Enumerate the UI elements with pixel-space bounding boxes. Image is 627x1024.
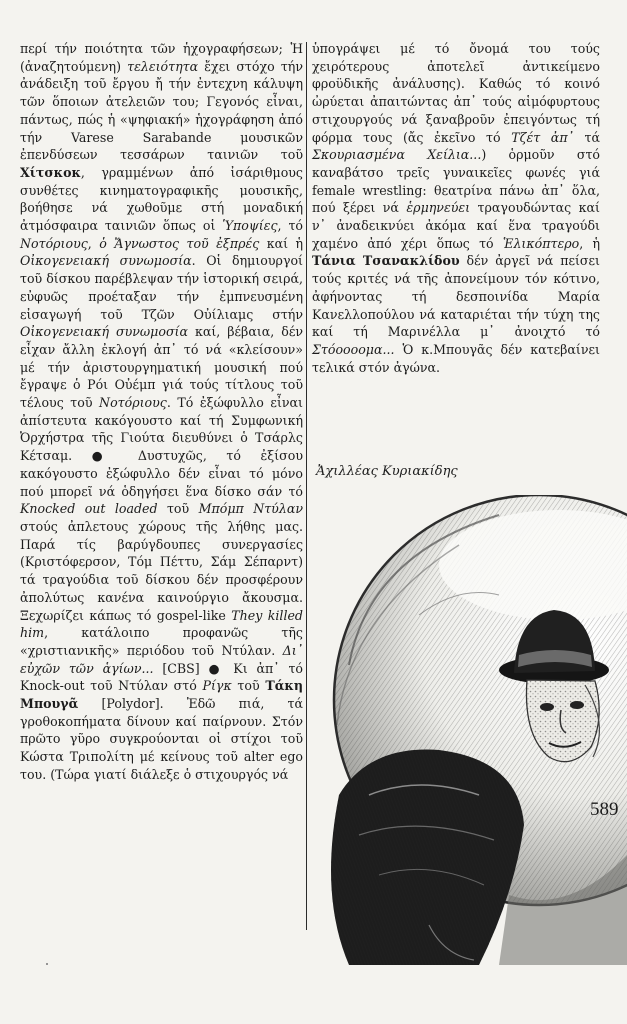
left-column-segment: [Polydor]. Ἐδῶ πιά, τά γροθοκοπήματα δίνουν καί παίρνουν. Στόν πρῶτο γῦρο συγκρούονται οἱ στίχοι τοῦ Κώστα Τριπολίτη μέ κείνους τοῦ alter ego του. (Τώρα γιατί διάλεξε ὁ στιχουργός νά [20, 696, 303, 782]
left-column-segment: . Οἱ δημιουργοί τοῦ δίσκου παρέβλεψαν τήν ἱστορική σειρά, εὐφυῶς προέταξαν τήν ἐμπνευσμένη εἰσαγωγή τοῦ Τζῶν Οὐίλιαμς στήν [20, 253, 303, 322]
left-column-segment: τελειότητα [127, 58, 199, 74]
author-signature: Ἀχιλλέας Κυριακίδης [316, 464, 458, 479]
right-column [312, 40, 600, 376]
left-column-segment: , γραμμένων ἀπό ἰσάριθμους συνθέτες κινηματογραφικῆς μουσικῆς, βοήθησε νά χωθοῦμε στή μοναδική ἀτμόσφαιρα ταινιῶν ὅπως οἱ [20, 164, 303, 234]
left-column-segment: στούς ἀπλετους χώρους τῆς λήθης μας. Παρά τίς βαρύγδουπες συνεργασίες (Κριστόφερσον, Τόμ Πέττυ, Σάμ Σέπαρντ) τά τραγούδια τοῦ δίσκου δέν προσφέρουν ἀπολύτως κανένα καινούργιο ἄκουσμα. Ξεχωρίζει κάπως τό gospel-like [20, 518, 303, 623]
left-column-segment: Οἰκογενειακή συνωμοσία [20, 253, 192, 269]
left-column-segment: τοῦ [231, 678, 266, 694]
left-column-segment: , [87, 235, 100, 251]
left-column-segment: τοῦ [157, 501, 199, 517]
right-column-segment: δέν ἀργεῖ νά πείσει τούς κριτές νά τῆς ἀπονείμουν τόν κότινο, ἀφήνοντας τή δεσποινίδα Μαρία Κανελλοπούλου νά καταριέται τήν τύχη της καί τή Μαρινέλλα μ᾿ ἀνοιχτό τό [312, 253, 600, 340]
engraving-illustration [309, 495, 627, 965]
right-column-segment: Ἑλικόπτερο [502, 235, 580, 251]
right-column-segment: τά [573, 129, 600, 145]
left-column-segment: Knocked out loaded [20, 501, 158, 517]
page-number: 589 [590, 799, 619, 820]
left-column-segment: Νοτόριους [99, 395, 167, 411]
right-column-segment: ) ὁρμοῦν στό καναβάτσο τρεῖς γυναικεῖες φωνές γιά female wrestling: θεατρίνα πάνω ἀπ᾿ ὅλα, πού ξέρει νά [312, 147, 600, 216]
left-column-segment: Χίτσκοκ [20, 164, 81, 180]
left-column-segment: They killed him [20, 607, 303, 641]
foreground-arm [331, 750, 524, 965]
right-column-segment: , ἡ [579, 235, 600, 251]
left-column-segment: Τάκη Μπουγᾶ [20, 678, 303, 712]
paper-speck [46, 963, 48, 965]
right-column-segment: Στόοοοομα... [312, 341, 395, 357]
right-column-segment: Ὁ κ.Μπουγᾶς δέν κατεβαίνει τελικά στόν ἀγώνα. [312, 341, 600, 375]
left-column-segment: Ρίγκ [202, 678, 232, 694]
left-column-segment: Νοτόριους [20, 235, 88, 251]
left-column-segment: περί τήν ποιότητα τῶν ἡχογραφήσεων; Ἡ (ἀναζητούμενη) [20, 41, 303, 74]
left-column [20, 40, 303, 784]
left-column-segment: ὁ Ἄγνωστος τοῦ ἐξπρές [99, 235, 260, 251]
right-column-segment: Τάνια Τσανακλίδου [312, 253, 460, 269]
left-column-segment: . Τό ἐξώφυλλο εἶναι ἀπίστευτα κακόγουστο καί τή Συμφωνική Ὀρχήστρα τῆς Γιούτα διευθύνει ὁ Τσάρλς Κέτσαμ. ● Δυστυχῶς, τό ἐξίσου κακόγουστο ἐξώφυλλο δέν εἶναι τό μόνο πού μπορεῖ νά ὁδηγήσει ἕνα δίσκο σάν τό [20, 395, 303, 499]
right-column-segment: Τζέτ ἀπ᾿ [511, 129, 574, 145]
left-column-segment: , τό [277, 218, 303, 234]
left-column-segment: , κατάλοιπο προφανῶς τῆς «χριστιανικῆς» περιόδου τοῦ Ντύλαν. [20, 625, 303, 658]
left-column-segment: Ὑποψίες [222, 218, 278, 234]
right-column-text [312, 40, 600, 376]
left-column-segment: καί, βέβαια, δέν εἶχαν ἄλλη ἐκλογή ἀπ᾿ τό νά «κλείσουν» μέ τήν ἀριστουργηματική μουσική πού ἔγραψε ὁ Ρόι Οὐέμπ γιά τούς τίτλους τοῦ τέλους τοῦ [20, 324, 303, 411]
left-column-segment: ἔχει στόχο τήν ἀνάδειξη τοῦ ἔργου ἤ τήν ἐντεχνη κάλυψη τῶν ὅποιων ἀτελειῶν του; Γεγονός εἶναι, πάντως, πώς ἡ «ψηφιακή» ἡχογράφηση ἀπό τήν Varese Sarabande μουσικῶν ἐπενδύσεων τεσσάρων ταινιῶν τοῦ [20, 58, 304, 163]
right-column-segment: ὑπογράψει μέ τό ὄνομά του τούς χειρότερους ἀποτελεῖ ἀντικείμενο φροϋδικῆς ἀνάλυσης). Καθώς τό κοινό ὠρύεται ἀπαιτώντας ἀπ᾿ τούς αἱμόφυρτους στιχουργούς νά ξαναβροῦν ἐπειγόντως τή φόρμα τους (ἄς ἐκεῖνο τό [312, 41, 600, 145]
left-column-segment: Μπόμπ Ντύλαν [198, 501, 303, 517]
right-column-segment: ἑρμηνεύει [406, 200, 471, 216]
right-column-segment: Σκουριασμένα Χείλια... [312, 147, 482, 163]
left-column-segment: Δι᾿ εὐχῶν τῶν ἁγίων... [20, 642, 303, 676]
left-column-text [20, 40, 303, 784]
column-divider [306, 42, 307, 930]
right-column-segment: τραγουδώντας καί ν᾿ ἀναδεικνύει ἀκόμα καί ἕνα τραγούδι χαμένο ἀπό χέρι ὅπως τό [312, 200, 600, 251]
left-column-segment: καί ἡ [259, 235, 303, 251]
left-column-segment: [CBS] ● Κι ἀπ᾿ τό Knock-out τοῦ Ντύλαν στό [20, 660, 303, 694]
left-column-segment: Οἰκογενειακή συνωμοσία [20, 324, 188, 340]
